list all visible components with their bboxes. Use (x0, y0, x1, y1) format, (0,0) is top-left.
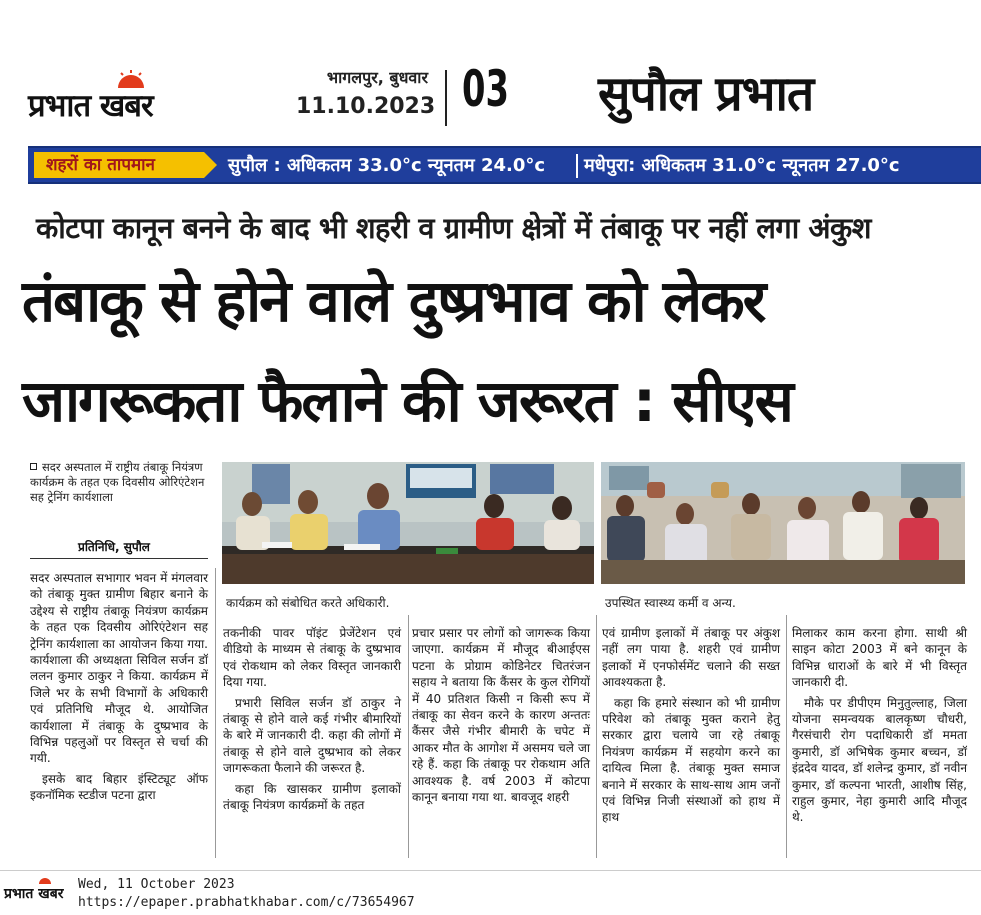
temperature-strip (28, 146, 981, 184)
prabhat-khabar-logo (28, 84, 228, 124)
paragraph: कहा कि हमारे संस्थान को भी ग्रामीण परिवेश को तंबाकू मुक्त कराने हेतु सरकार द्वारा चलाये जा रहे तंबाकू नियंत्रण कार्यक्रम में सहयोग करने का दायित्व मिला है. तंबाकू मुक्त समाज बनाने में सरकार के साथ-साथ आम जनों एवं विभिन्न निजी संस्थाओं को हाथ में हाथ (602, 695, 780, 825)
paragraph: मौके पर डीपीएम मिनुतुल्लाह, जिला योजना समन्वयक बालकृष्ण चौधरी, गैरसंचारी रोग पदाधिकारी डॉ ममता कुमारी, डॉ अभिषेक कुमार बच्चन, डॉ इंद्रदेव यादव, डॉ शलेन्द्र कुमार, डॉ नवीन कुमार, डॉ कल्पना भारती, आशीष सिंह, राहुल कुमार, नेहा कुमारी आदि मौजूद थे. (792, 695, 967, 825)
page-number: 03 (462, 60, 509, 118)
photo-caption-2: उपस्थित स्वास्थ्य कर्मी व अन्य. (605, 596, 736, 610)
article-kicker: कोटपा कानून बनने के बाद भी शहरी व ग्रामीण क्षेत्रों में तंबाकू पर नहीं लगा अंकुश (36, 211, 872, 245)
footer-url-link[interactable]: https://epaper.prabhatkhabar.com/c/73654967 (78, 895, 415, 910)
byline-rule (30, 558, 208, 559)
masthead-divider (445, 70, 447, 126)
footer-logo: प्रभात खबर (4, 886, 64, 902)
article-blurb (30, 460, 208, 505)
article-column-4 (602, 625, 780, 830)
temperature-tag: शहरों का तापमान (34, 152, 204, 178)
city-day: भागलपुर, बुधवार (326, 68, 428, 87)
article-column-5 (792, 625, 967, 830)
photo-officials (222, 462, 594, 584)
column-rule (215, 568, 216, 858)
temperature-divider (576, 154, 578, 178)
column-rule (786, 615, 787, 858)
column-rule (596, 615, 597, 858)
headline-line-2: जागरूकता फैलाने की जरूरत : सीएस (22, 367, 792, 435)
footer-sun-icon (38, 875, 52, 884)
blurb-text: सदर अस्पताल में राष्ट्रीय तंबाकू नियंत्रण कार्यक्रम के तहत एक दिवसीय ओरिएंटेशन सह ट्रेनिंग कार्यशाला (30, 460, 205, 504)
article-column-3 (412, 625, 590, 809)
byline: प्रतिनिधि, सुपौल (78, 540, 150, 554)
dateline (296, 66, 436, 119)
headline-line-1: तंबाकू से होने वाले दुष्प्रभाव को लेकर (22, 267, 765, 335)
paragraph: मिलाकर काम करना होगा. साथी श्री साइन कोटा 2003 में बने कानून के विभिन्न धाराओं के बारे में भी विस्तृत जानकारी दी. (792, 626, 967, 690)
paragraph: एवं ग्रामीण इलाकों में तंबाकू पर अंकुश नहीं लग पाया है. शहरी एवं ग्रामीण इलाकों में एनफोर्समेंट चलाने की सख्त आवश्यकता है. (602, 626, 780, 690)
article-column-2 (223, 625, 401, 817)
footer-date: Wed, 11 October 2023 (78, 877, 235, 892)
paragraph: कहा कि खासकर ग्रामीण इलाकों तंबाकू नियंत्रण कार्यक्रमों के तहत (223, 781, 401, 813)
logo-text: प्रभात खबर (28, 88, 153, 124)
square-bullet-icon (30, 463, 37, 470)
paragraph: प्रभारी सिविल सर्जन डॉ ठाकुर ने तंबाकू से होने वाले कई गंभीर बीमारियों के बारे में जानकारी दी. कहा की लोगों में तंबाकू से होने वाले दुष्प्रभाव को लेकर जागरूकता फैलाने की जरूरत है. (223, 695, 401, 776)
photo-caption-1: कार्यक्रम को संबोधित करते अधिकारी. (226, 596, 390, 610)
paragraph: तकनीकी पावर पॉइंट प्रेजेंटेशन एवं वीडियो के माध्यम से तंबाकू के दुष्प्रभाव एवं रोकथाम को लेकर विस्तृत जानकारी दिया गया. (223, 626, 401, 690)
paragraph: इसके बाद बिहार इंस्टिट्यूट ऑफ इकनॉमिक स्टडीज पटना द्वारा (30, 771, 208, 803)
footer-rule (0, 870, 981, 871)
article-column-1 (30, 570, 208, 808)
temperature-supaul: सुपौल : अधिकतम 33.0°c न्यूनतम 24.0°c (228, 155, 546, 176)
issue-date: 11.10.2023 (296, 94, 436, 119)
photo-health-workers (601, 462, 965, 584)
paragraph: प्रचार प्रसार पर लोगों को जागरूक किया जाएगा. कार्यक्रम में मौजूद बीआईएस पटना के प्रोग्राम कोडिनेटर चितरंजन सहाय ने बताया कि कैंसर के कुल रोगियों में 40 प्रतिशत किसी न किसी रूप में तंबाकू का सेवन करने के कारण अन्ततः कैंसर जैसे गंभीर बीमारी के चपेट में आकर मौत के आगोश में असमय चले जा रहे हैं. कहा कि तंबाकू पर रोकथाम अति आवश्यक है. वर्ष 2003 में कोटपा कानून बनाया गया था. बावजूद शहरी (412, 626, 590, 805)
edition-title: सुपौल प्रभात (598, 66, 814, 122)
column-rule (408, 615, 409, 858)
paragraph: सदर अस्पताल सभागार भवन में मंगलवार को तंबाकू मुक्त ग्रामीण बिहार बनाने के उद्देश्य से राष्ट्रीय तंबाकू नियंत्रण कार्यक्रम के तहत एक दिवसीय ओरिएंटेशन सह ट्रेनिंग कार्यशाला का आयोजन किया गया. कार्यशाला की अध्यक्षता सिविल सर्जन डॉ ललन कुमार ठाकुर ने किया. कार्यक्रम में जिले भर के सभी विभागों के अधिकारी एवं प्रतिनिधि मौजूद थे. आयोजित कार्यशाला में तंबाकू के दुष्प्रभाव के विभिन्न पहलुओं पर विस्तृत से चर्चा की गयी. (30, 571, 208, 766)
temperature-madhepura: मधेपुरा: अधिकतम 31.0°c न्यूनतम 27.0°c (584, 155, 900, 176)
